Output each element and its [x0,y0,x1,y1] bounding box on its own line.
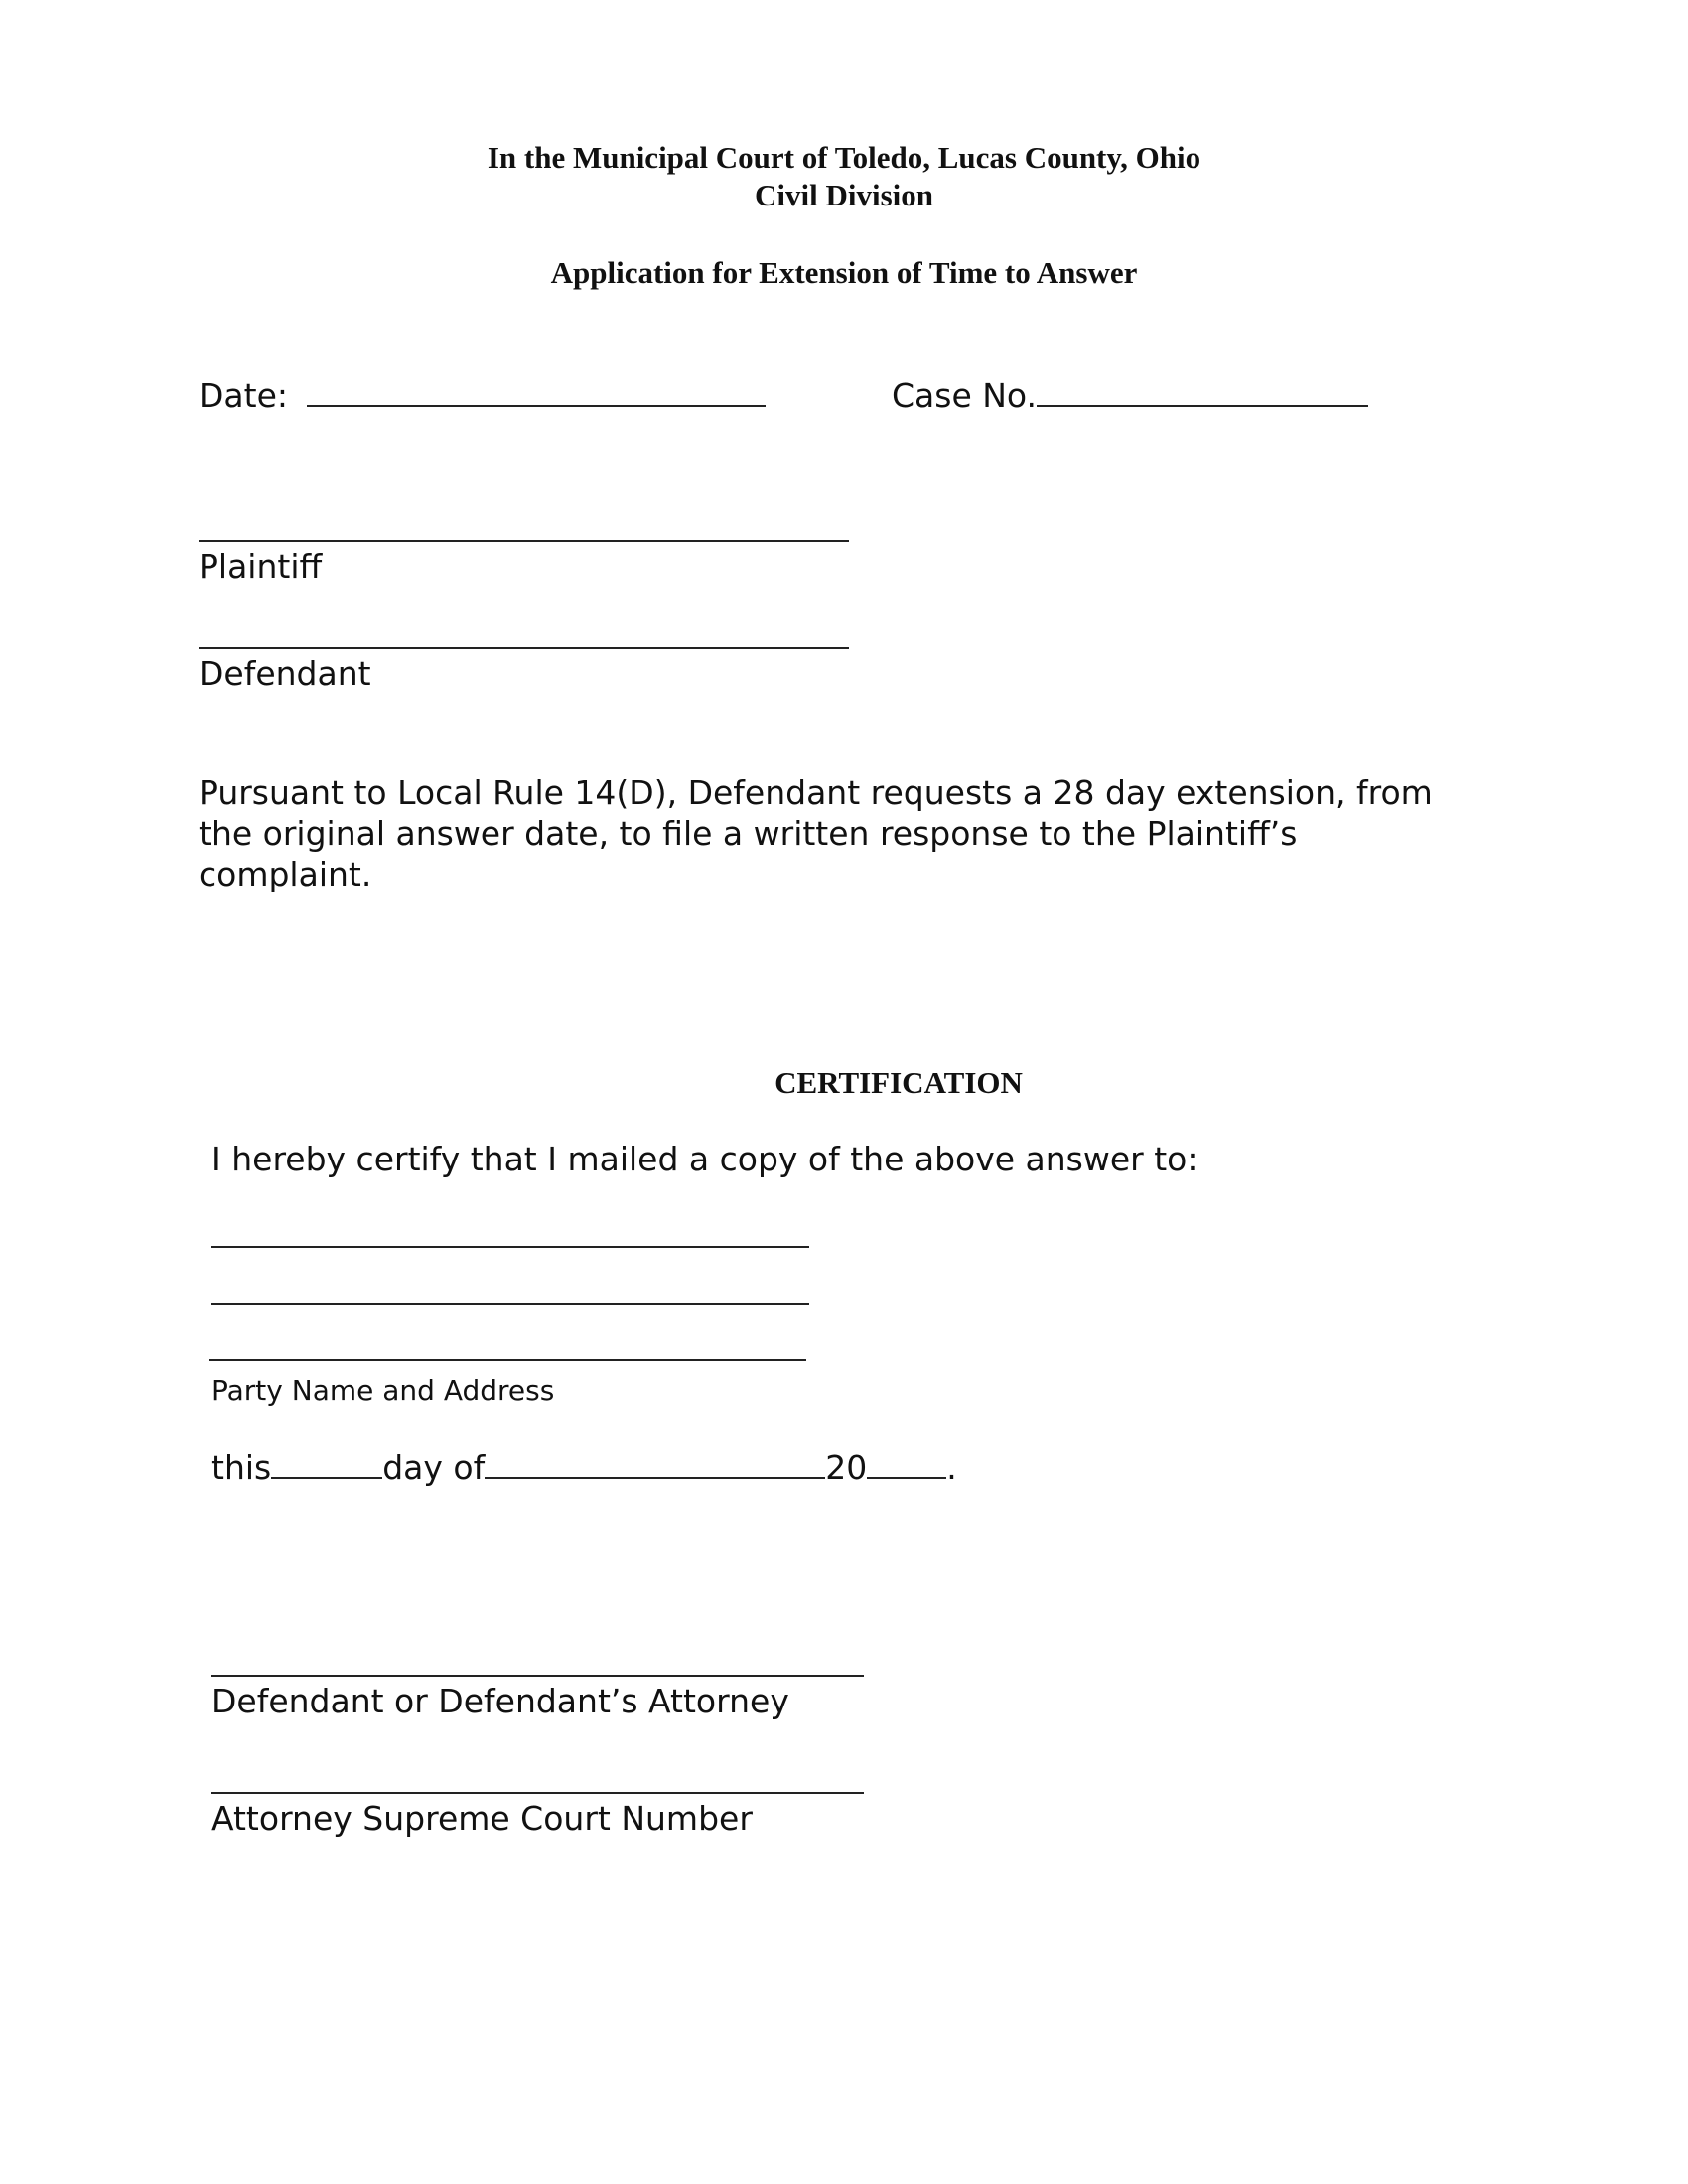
date-period: . [946,1448,957,1487]
date-year-prefix: 20 [825,1448,868,1487]
case-number-input-line[interactable] [1037,375,1368,407]
paragraph-line: the original answer date, to file a written response to the Plaintiff’s [199,814,1298,853]
date-label: Date: [199,376,288,415]
date-this-text: this [211,1448,272,1487]
certification-statement: I hereby certify that I mailed a copy of the above answer to: [211,1140,1198,1178]
document-title: Application for Extension of Time to Answer [550,255,1138,290]
supreme-court-number-label: Attorney Supreme Court Number [211,1799,753,1838]
defendant-label: Defendant [199,654,371,693]
plaintiff-label: Plaintiff [199,547,323,586]
court-name: In the Municipal Court of Toledo, Lucas County, Ohio [487,140,1201,175]
party-address-line-3[interactable] [209,1359,806,1361]
court-header [0,139,1688,214]
case-number-field [892,375,1368,416]
paragraph-line: Pursuant to Local Rule 14(D), Defendant requests a 28 day extension, from [199,773,1433,812]
certification-heading: CERTIFICATION [774,1065,1023,1100]
party-address-line-1[interactable] [211,1246,809,1248]
date-day-of-text: day of [382,1448,486,1487]
day-input-line[interactable] [271,1447,382,1479]
request-paragraph [199,772,1433,894]
court-division: Civil Division [754,178,933,212]
defendant-signature-line[interactable] [211,1675,864,1677]
certification-date [211,1447,957,1488]
defendant-line[interactable] [199,647,849,649]
case-number-label: Case No. [892,376,1038,415]
party-address-line-2[interactable] [211,1303,809,1305]
defendant-signature-label: Defendant or Defendant’s Attorney [211,1682,789,1720]
month-input-line[interactable] [485,1447,825,1479]
date-field [199,375,766,416]
plaintiff-line[interactable] [199,540,849,542]
paragraph-line: complaint. [199,855,372,893]
party-name-address-label: Party Name and Address [211,1374,555,1407]
date-input-line[interactable] [307,375,766,407]
year-input-line[interactable] [867,1447,946,1479]
supreme-court-number-line[interactable] [211,1792,864,1794]
